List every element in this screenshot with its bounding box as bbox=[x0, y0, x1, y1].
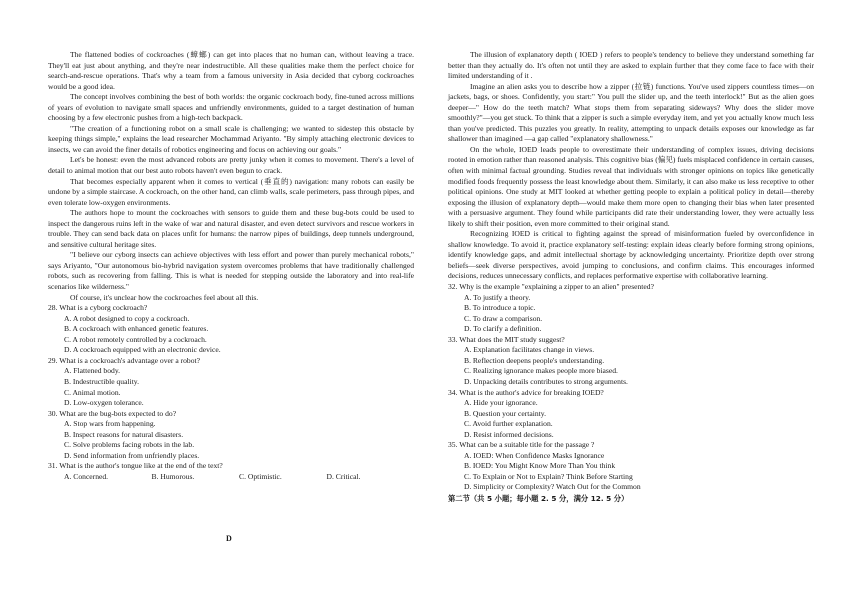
option-b: B. IOED: You Might Know More Than You think bbox=[464, 461, 616, 471]
section-letter: D bbox=[226, 534, 232, 543]
passage-paragraph: The authors hope to mount the cockroaches with sensors to guide them and these bug-bots could be used to inspect the dangerous ruins left in the wake of war and natural disaster, and even detect survivors and rescue workers in trouble. They can send back data on places unfit for humans: the narrow pipes of buildings, deep tunnels underground, and sensitive cultural heritage sites. bbox=[48, 208, 414, 249]
passage-paragraph: On the whole, IOED leads people to overestimate their understanding of complex issues, driving decisions rooted in emotion rather than reasoned analysis. This cognitive bias (偏见) fuels misplaced confidence in certain causes, often with minimal factual grounding. Studies reveal that individuals with stronger opinions on topics like genetically modified foods frequently possess the least knowledge about them. Similarly, it can also make us less receptive to other political opinions. One study at MIT looked at whether getting people to explain a political policy in detail—thereby exposing the illusion of explanatory depth—would make them more open to changing their bias when later presented with a persuasive argument. They found while participants did rate their understanding lower, they were actually less likely to shift their position, even more committed to their original stand. bbox=[448, 144, 814, 228]
question-stem: 33. What does the MIT study suggest? bbox=[448, 334, 565, 344]
passage-paragraph: "The creation of a functioning robot on a small scale is challenging; we wanted to sidestep this obstacle by keeping things simple," explains the lead researcher Mochammad Ariyanto. "By simply attaching electronic devices to insects, we can avoid the finer details of robotics engineering and focus on achieving our goals." bbox=[48, 123, 414, 154]
passage-paragraph: Imagine an alien asks you to describe how a zipper (拉链) functions. You've used zippers countless times—on jackets, bags, or shoes. Confidently, you start:" You pull the slider up, and the teeth interlock!" But as the alien goes deeper—" How do the teeth match? What stops them from separating sideways? Why does the slider move smoothly?"—you get stuck. To think that a zipper is such a simple everyday item, and yet you actually know much less than you've predicted. This puzzles you greatly. In reality, attempting to unpack details exposes our knowledge as far shallower than imagined —a gap called "explanatory shallowness." bbox=[448, 81, 814, 144]
right-column bbox=[448, 50, 814, 505]
option-d: D. To clarify a definition. bbox=[464, 324, 542, 334]
question-stem: 28. What is a cyborg cockroach? bbox=[48, 303, 148, 313]
question-33 bbox=[448, 335, 814, 388]
question-stem: 31. What is the author's tongue like at the end of the text? bbox=[48, 461, 223, 471]
option-d: D. Send information from unfriendly places. bbox=[64, 450, 200, 460]
option-b: B. Reflection deepens people's understanding. bbox=[464, 355, 605, 365]
option-c: C. Optimistic. bbox=[239, 471, 282, 481]
passage-paragraph: The flattened bodies of cockroaches (蟑螂) can get into places that no human can, without leaving a trace. They'll eat just about anything, and they're near indestructible. All these qualities make them the perfect choice for search-and-rescue operations. That's why a team from a famous university in Asia decided that cyborg cockroaches would be a good idea. bbox=[48, 50, 414, 91]
option-a: A. Flattened body. bbox=[64, 366, 121, 376]
option-b: B. Humorous. bbox=[151, 471, 195, 481]
option-a: A. A robot designed to copy a cockroach. bbox=[64, 313, 190, 323]
passage-paragraph: The illusion of explanatory depth ( IOED ) refers to people's tendency to believe they understand something far better than they actually do. It's often not until they are asked to explain further that they come face to face with their limited understanding of it . bbox=[448, 50, 814, 81]
option-b: B. To introduce a topic. bbox=[464, 303, 536, 313]
question-stem: 35. What can be a suitable title for the passage ? bbox=[448, 440, 595, 450]
question-31 bbox=[48, 461, 414, 482]
option-c: C. Solve problems facing robots in the lab. bbox=[64, 440, 195, 450]
question-stem: 32. Why is the example "explaining a zipper to an alien" presented? bbox=[448, 282, 654, 292]
passage-paragraph: That becomes especially apparent when it comes to vertical (垂直的) navigation: many robots can easily be undone by a simple staircase. A cockroach, on the other hand, can climb walls, scale perimeters, pass through pipes, and even tolerate low-oxygen environments. bbox=[48, 176, 414, 207]
option-b: B. Question your certainty. bbox=[464, 408, 546, 418]
option-d: D. Low-oxygen tolerance. bbox=[64, 398, 144, 408]
question-stem: 30. What are the bug-bots expected to do? bbox=[48, 408, 177, 418]
option-c: C. Avoid further explanation. bbox=[464, 419, 553, 429]
option-d: D. Unpacking details contributes to strong arguments. bbox=[464, 376, 628, 386]
question-28 bbox=[48, 303, 414, 356]
option-d: D. Critical. bbox=[326, 471, 361, 481]
option-d: D. Simplicity or Complexity? Watch Out for the Common bbox=[464, 482, 641, 492]
option-b: B. A cockroach with enhanced genetic features. bbox=[64, 324, 209, 334]
passage-paragraph: The concept involves combining the best of both worlds: the organic cockroach body, fine-tuned across millions of years of evolution to navigate small spaces and unfriendly environments, guided to a target destination of human choosing by a few electronic pushes from a high-tech backpack. bbox=[48, 92, 414, 123]
option-a: A. Hide your ignorance. bbox=[464, 398, 538, 408]
section-heading: 第二节（共 5 小题；每小题 2. 5 分，满分 12. 5 分） bbox=[448, 493, 629, 503]
option-a: A. To justify a theory. bbox=[464, 292, 531, 302]
option-c: C. Realizing ignorance makes people more biased. bbox=[464, 366, 618, 376]
question-stem: 34. What is the author's advice for breaking IOED? bbox=[448, 387, 604, 397]
option-b: B. Indestructible quality. bbox=[64, 376, 140, 386]
passage-paragraph: Of course, it's unclear how the cockroaches feel about all this. bbox=[70, 292, 259, 302]
option-b: B. Inspect reasons for natural disasters. bbox=[64, 429, 184, 439]
question-34 bbox=[448, 388, 814, 441]
question-35 bbox=[448, 440, 814, 493]
option-a: A. Explanation facilitates change in views. bbox=[464, 345, 595, 355]
passage-paragraph: Let's be honest: even the most advanced robots are pretty junky when it comes to movement. There's a level of detail to animal motion that our best auto robots haven't even begun to crack. bbox=[48, 155, 414, 176]
option-c: C. A robot remotely controlled by a cockroach. bbox=[64, 334, 207, 344]
passage-paragraph: "I believe our cyborg insects can achieve objectives with less effort and power than purely mechanical robots," says Ariyanto, "Our autonomous bio-hybrid navigation system overcomes problems that have traditionally challenged robots, such as recovering from falling. This is what is needed for stepping outside the laboratory and into real-life scenarios like wilderness." bbox=[48, 250, 414, 292]
question-29 bbox=[48, 356, 414, 409]
option-a: A. Stop wars from happening. bbox=[64, 419, 156, 429]
option-d: D. Resist informed decisions. bbox=[464, 429, 554, 439]
option-d: D. A cockroach equipped with an electronic device. bbox=[64, 345, 221, 355]
question-stem: 29. What is a cockroach's advantage over a robot? bbox=[48, 355, 200, 365]
question-30 bbox=[48, 409, 414, 462]
option-c: C. Animal motion. bbox=[64, 387, 121, 397]
option-c: C. To draw a comparison. bbox=[464, 313, 543, 323]
option-a: A. IOED: When Confidence Masks Ignorance bbox=[464, 450, 605, 460]
passage-paragraph: Recognizing IOED is critical to fighting against the spread of misinformation fueled by overconfidence in shallow knowledge. To avoid it, practice explanatory self-testing: explain ideas clearly before forming strong opinions, identify knowledge gaps, and admit intellectual shortage by acknowledging uncertainty. Prioritize depth over strong beliefs—seek diverse perspectives, avoid jumping to conclusions, and confirm claims. This encourages informed decisions, reduces unnecessary conflicts, and replaces performative expertise with collaborative learning. bbox=[448, 229, 814, 281]
question-32 bbox=[448, 282, 814, 335]
option-c: C. To Explain or Not to Explain? Think Before Starting bbox=[464, 471, 633, 481]
option-a: A. Concerned. bbox=[64, 471, 109, 481]
left-column bbox=[48, 50, 414, 482]
